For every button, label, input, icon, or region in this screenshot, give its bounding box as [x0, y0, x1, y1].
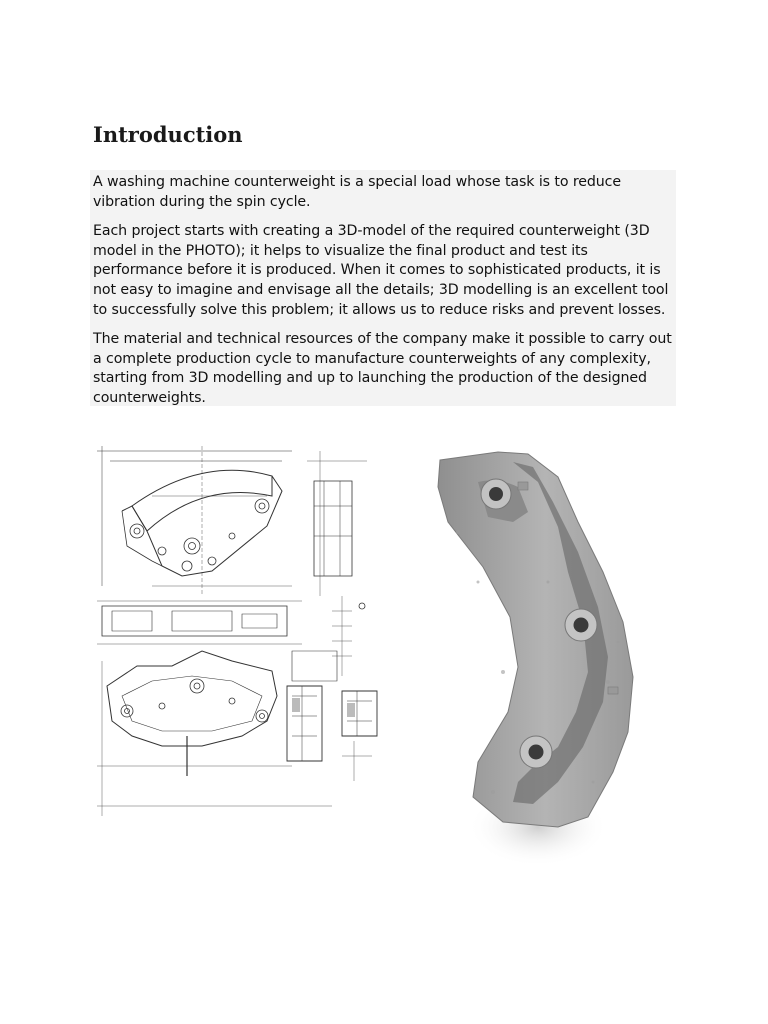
technical-drawing-image: [92, 436, 389, 826]
paragraph-3: The material and technical resources of the company make it possible to carry out a complete production cycle to manufacture counterweights of any complexity, starting from 3D modelling and up to launching the production of the designed counterweights.: [93, 331, 672, 406]
paragraph-2: Each project starts with creating a 3D-model of the required counterweight (3D model in the PHOTO); it helps to visualize the final product and test its performance before it is produced. When it comes to sophisticated products, it is not easy to imagine and envisage all the details; 3D modelling is an excellent tool to successfully solve this problem; it allows us to reduce risks and prevent losses.: [93, 223, 669, 318]
intro-text-block: [90, 170, 676, 406]
counterweight-3d-photo: [418, 442, 648, 882]
paragraph-1: A washing machine counterweight is a special load whose task is to reduce vibration during the spin cycle.: [93, 174, 622, 210]
page-title: Introduction: [93, 122, 243, 147]
